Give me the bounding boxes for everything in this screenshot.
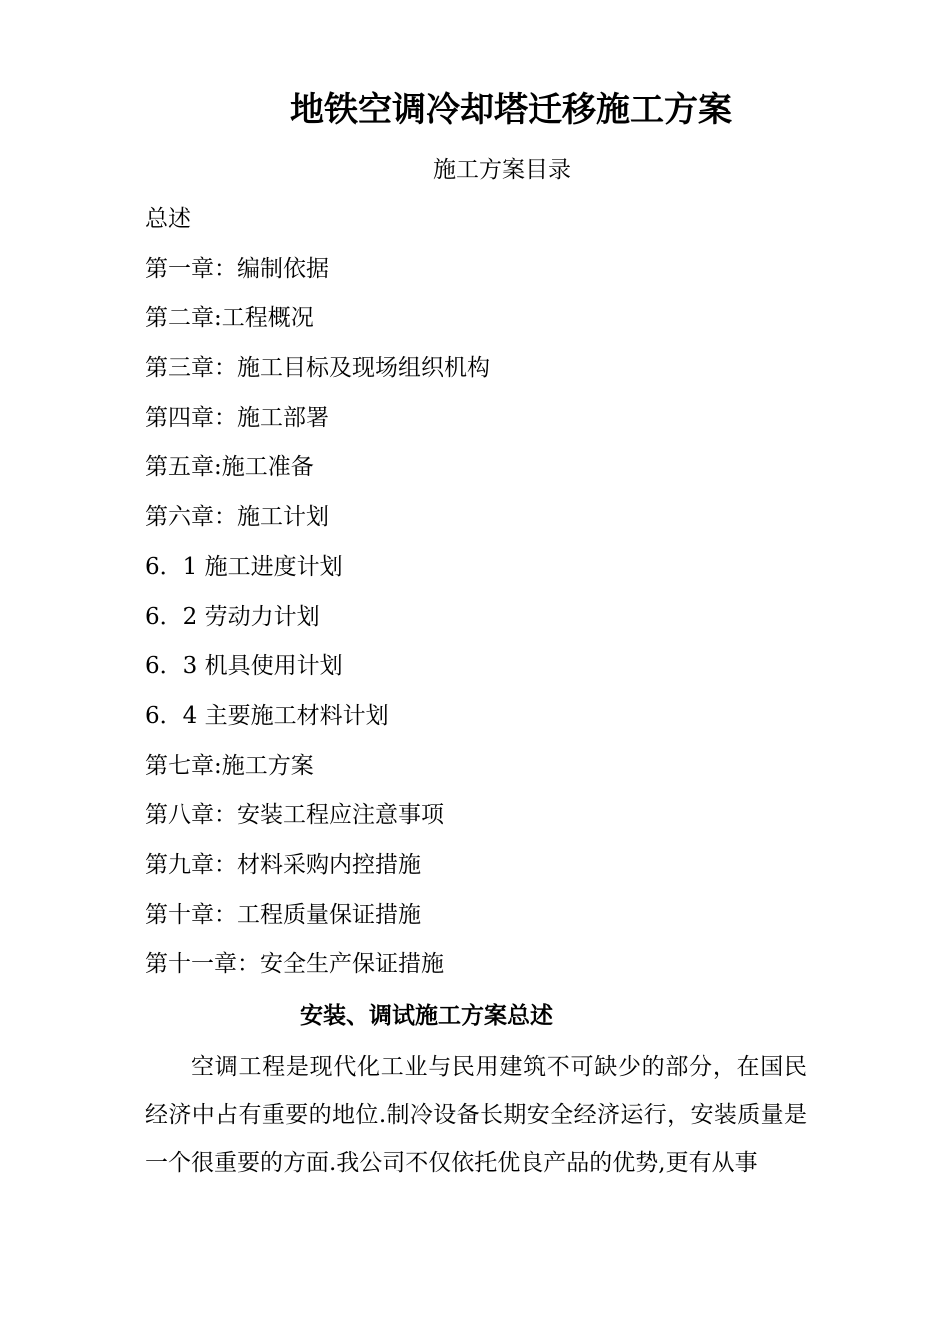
toc-heading: 施工方案目录 (433, 157, 571, 183)
toc-list (145, 203, 490, 998)
toc-item: 第七章:施工方案 (145, 752, 314, 779)
toc-item: 6．3 机具使用计划 (145, 653, 343, 680)
toc-item: 6．1 施工进度计划 (145, 553, 343, 580)
document-title: 地铁空调冷却塔迁移施工方案 (290, 90, 732, 130)
toc-item: 第九章：材料采购内控措施 (145, 851, 421, 878)
toc-item: 第四章：施工部署 (145, 404, 329, 431)
toc-item: 第一章：编制依据 (145, 255, 329, 282)
body-paragraph: 空调工程是现代化工业与民用建筑不可缺少的部分，在国民经济中占有重要的地位.制冷设备长期安全经济运行，安装质量是一个很重要的方面.我公司不仅依托优良产品的优势,更有从事 (145, 1054, 807, 1176)
toc-item: 第五章:施工准备 (145, 454, 314, 481)
toc-item: 第六章：施工计划 (145, 504, 329, 531)
toc-item: 第十章：工程质量保证措施 (145, 901, 421, 928)
toc-item: 第二章:工程概况 (145, 305, 314, 332)
toc-item: 6．2 劳动力计划 (145, 603, 320, 630)
section-heading: 安装、调试施工方案总述 (300, 1002, 553, 1029)
toc-item: 第八章：安装工程应注意事项 (145, 802, 444, 829)
toc-item: 6．4 主要施工材料计划 (145, 702, 389, 729)
toc-item: 第十一章：安全生产保证措施 (145, 951, 444, 978)
toc-item: 第三章：施工目标及现场组织机构 (145, 355, 490, 382)
toc-item: 总述 (145, 206, 191, 232)
